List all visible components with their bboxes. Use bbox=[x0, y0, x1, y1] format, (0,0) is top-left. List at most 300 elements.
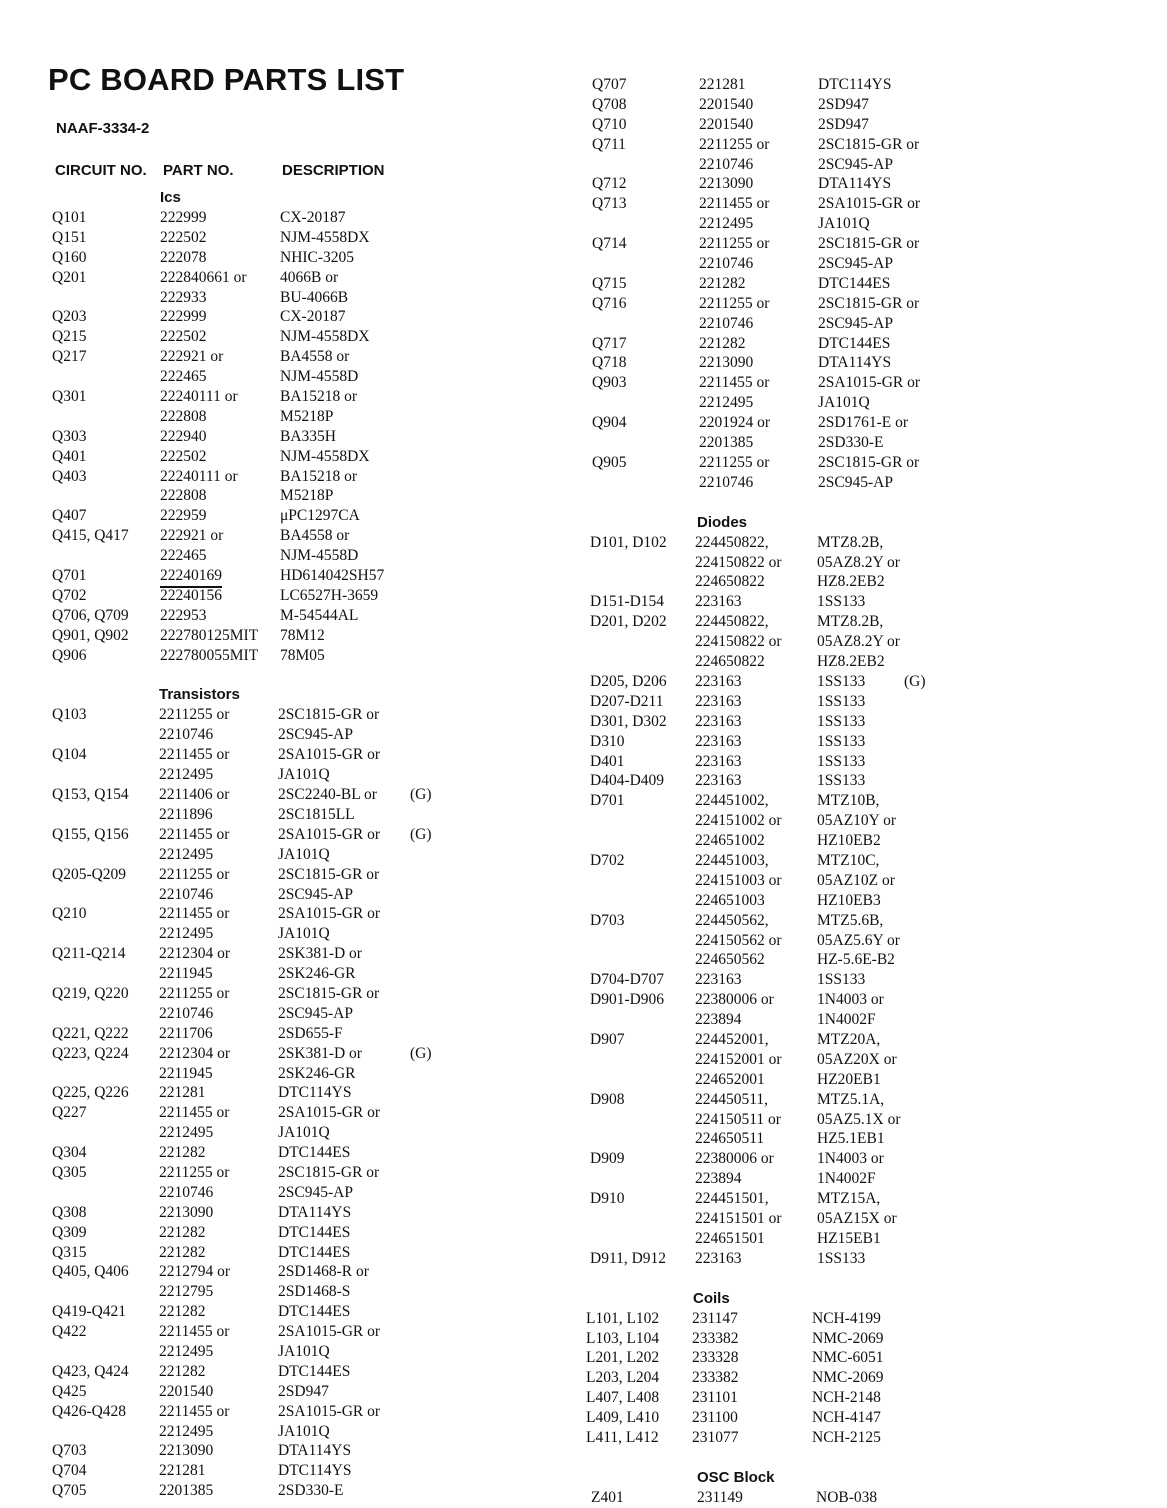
parts-row bbox=[588, 353, 1028, 373]
circuit-no: Q308 bbox=[52, 1203, 87, 1221]
circuit-no: Q151 bbox=[52, 228, 87, 246]
part-no: 222465 bbox=[160, 368, 207, 386]
description: 2SA1015-GR or bbox=[278, 825, 381, 843]
section-osc-block bbox=[588, 1468, 1028, 1508]
part-no: 2212794 or bbox=[159, 1263, 231, 1281]
parts-row bbox=[588, 931, 1028, 951]
part-no: 223894 bbox=[695, 1011, 742, 1029]
parts-row bbox=[52, 1422, 492, 1442]
parts-row bbox=[52, 248, 492, 268]
part-no: 223163 bbox=[695, 772, 742, 790]
part-no: 222840661 or bbox=[160, 268, 247, 286]
circuit-no: D909 bbox=[590, 1150, 625, 1168]
parts-row bbox=[52, 1243, 492, 1263]
circuit-no: Q153, Q154 bbox=[52, 786, 129, 804]
parts-row bbox=[588, 752, 1028, 772]
circuit-no: Q419-Q421 bbox=[52, 1303, 127, 1321]
description: 2SD330-E bbox=[278, 1482, 344, 1500]
description: 1SS133 bbox=[817, 672, 866, 690]
parts-row bbox=[588, 75, 1028, 95]
section-title-coils: Coils bbox=[693, 1289, 730, 1307]
part-no: 224450822, bbox=[695, 613, 769, 631]
parts-row bbox=[52, 904, 492, 924]
part-no: 224150822 or bbox=[695, 633, 782, 651]
description: 2SC1815LL bbox=[278, 805, 355, 823]
parts-row bbox=[52, 1461, 492, 1481]
section-transistors-continued bbox=[588, 75, 1028, 493]
part-no: 22240156 bbox=[160, 586, 222, 604]
part-no: 2212304 or bbox=[159, 1044, 231, 1062]
circuit-no: D205, D206 bbox=[590, 672, 667, 690]
description: 2SA1015-GR or bbox=[278, 905, 381, 923]
part-no: 2213090 bbox=[159, 1203, 214, 1221]
description: 1SS133 bbox=[817, 1249, 866, 1267]
description: 1N4002F bbox=[817, 1011, 876, 1029]
part-no: 2212495 bbox=[159, 1422, 214, 1440]
description: 2SD1468-S bbox=[278, 1283, 351, 1301]
parts-row bbox=[52, 288, 492, 308]
circuit-no: Q205-Q209 bbox=[52, 865, 127, 883]
part-no: 2201540 bbox=[159, 1382, 214, 1400]
parts-row bbox=[52, 586, 492, 606]
circuit-no: Q215 bbox=[52, 328, 87, 346]
description: 05AZ5.1X or bbox=[817, 1110, 901, 1128]
parts-row bbox=[52, 1262, 492, 1282]
part-no: 223163 bbox=[695, 692, 742, 710]
part-no: 224450511, bbox=[695, 1090, 769, 1108]
description: 1N4003 or bbox=[817, 1150, 884, 1168]
parts-row bbox=[52, 208, 492, 228]
description: BU-4066B bbox=[280, 288, 349, 306]
part-no: 2211455 or bbox=[699, 374, 770, 392]
section-title-diodes: Diodes bbox=[697, 513, 748, 531]
part-no: 222921 or bbox=[160, 348, 224, 366]
part-no: 221282 bbox=[159, 1223, 206, 1241]
parts-row bbox=[52, 845, 492, 865]
parts-row bbox=[588, 433, 1028, 453]
description: 2SA1015-GR or bbox=[278, 746, 381, 764]
header-description: DESCRIPTION bbox=[282, 162, 385, 179]
parts-row bbox=[52, 805, 492, 825]
circuit-no: Q901, Q902 bbox=[52, 626, 129, 644]
circuit-no: Q702 bbox=[52, 586, 87, 604]
description: NJM-4558D bbox=[280, 547, 359, 565]
circuit-no: Q211-Q214 bbox=[52, 945, 126, 963]
circuit-no: Q315 bbox=[52, 1243, 87, 1261]
description: 2SC945-AP bbox=[818, 314, 893, 332]
parts-row bbox=[588, 194, 1028, 214]
description: BA335H bbox=[280, 427, 336, 445]
section-ics bbox=[52, 188, 492, 665]
description: MTZ8.2B, bbox=[817, 533, 884, 551]
part-no: 224650822 bbox=[695, 573, 765, 591]
description: MTZ20A, bbox=[817, 1030, 881, 1048]
parts-row bbox=[588, 214, 1028, 234]
part-no: 2212495 bbox=[159, 766, 214, 784]
part-no: 2201540 bbox=[699, 115, 754, 133]
circuit-no: Q717 bbox=[592, 334, 627, 352]
description: 1SS133 bbox=[817, 692, 866, 710]
description: M-54544AL bbox=[280, 606, 359, 624]
circuit-no: Q718 bbox=[592, 354, 627, 372]
description: M5218P bbox=[280, 407, 334, 425]
part-no: 2211455 or bbox=[159, 1323, 230, 1341]
circuit-no: Q301 bbox=[52, 388, 87, 406]
parts-row bbox=[588, 990, 1028, 1010]
parts-row bbox=[588, 811, 1028, 831]
part-no: 2210746 bbox=[699, 473, 754, 491]
description: BA15218 or bbox=[280, 467, 358, 485]
model-number: NAAF-3334-2 bbox=[56, 120, 150, 137]
description: 2SC1815-GR or bbox=[818, 294, 920, 312]
part-no: 2211455 or bbox=[699, 195, 770, 213]
parts-row bbox=[588, 1189, 1028, 1209]
note: (G) bbox=[410, 1044, 432, 1062]
description: NCH-2148 bbox=[812, 1389, 881, 1407]
description: 2SD947 bbox=[818, 115, 869, 133]
parts-row bbox=[52, 785, 492, 805]
note: (G) bbox=[410, 786, 432, 804]
description: HZ8.2EB2 bbox=[817, 573, 885, 591]
circuit-no: D908 bbox=[590, 1090, 625, 1108]
description: DTC144ES bbox=[278, 1243, 351, 1261]
parts-row bbox=[52, 486, 492, 506]
part-no: 2201540 bbox=[699, 95, 754, 113]
circuit-no: D401 bbox=[590, 752, 625, 770]
parts-row bbox=[52, 447, 492, 467]
parts-row bbox=[52, 268, 492, 288]
parts-row bbox=[588, 1030, 1028, 1050]
parts-row bbox=[52, 984, 492, 1004]
circuit-no: L411, L412 bbox=[586, 1429, 659, 1446]
circuit-no: Q401 bbox=[52, 447, 87, 465]
parts-row bbox=[52, 1382, 492, 1402]
circuit-no: Q407 bbox=[52, 507, 87, 525]
part-no: 2211706 bbox=[159, 1024, 213, 1042]
parts-row bbox=[588, 115, 1028, 135]
parts-row bbox=[588, 1090, 1028, 1110]
part-no: 221282 bbox=[159, 1144, 206, 1162]
parts-row bbox=[52, 1203, 492, 1223]
description: 2SA1015-GR or bbox=[818, 374, 921, 392]
parts-row bbox=[588, 1348, 1028, 1368]
part-no: 221282 bbox=[159, 1243, 206, 1261]
part-no: 224451003, bbox=[695, 851, 769, 869]
circuit-no: Q715 bbox=[592, 274, 627, 292]
parts-row bbox=[52, 566, 492, 586]
circuit-no: Q423, Q424 bbox=[52, 1362, 129, 1380]
description: 05AZ15X or bbox=[817, 1209, 897, 1227]
circuit-no: D151-D154 bbox=[590, 593, 665, 611]
section-coils bbox=[588, 1289, 1028, 1448]
part-no: 224450822, bbox=[695, 533, 769, 551]
part-no: 2211255 or bbox=[159, 984, 230, 1002]
parts-row bbox=[52, 944, 492, 964]
circuit-no: Q713 bbox=[592, 195, 627, 213]
parts-row bbox=[52, 1322, 492, 1342]
circuit-no: D201, D202 bbox=[590, 613, 667, 631]
left-column bbox=[52, 188, 492, 1501]
parts-row bbox=[588, 970, 1028, 990]
description: 78M05 bbox=[280, 646, 325, 664]
description: 05AZ5.6Y or bbox=[817, 931, 900, 949]
description: 2SC1815-GR or bbox=[278, 865, 380, 883]
part-no: 222808 bbox=[160, 487, 207, 505]
part-no: 2213090 bbox=[159, 1442, 214, 1460]
parts-row bbox=[52, 1342, 492, 1362]
circuit-no: Q210 bbox=[52, 905, 87, 923]
parts-row bbox=[52, 467, 492, 487]
parts-row bbox=[588, 632, 1028, 652]
circuit-no: D901-D906 bbox=[590, 991, 665, 1009]
circuit-no: Q703 bbox=[52, 1442, 87, 1460]
part-no: 221281 bbox=[159, 1084, 206, 1102]
part-no: 233328 bbox=[692, 1349, 739, 1367]
part-no: 2211945 bbox=[159, 1064, 213, 1082]
description: 2SK381-D or bbox=[278, 1044, 362, 1062]
circuit-no: D404-D409 bbox=[590, 772, 665, 790]
header-circuit-no: CIRCUIT NO. bbox=[55, 162, 147, 179]
parts-row bbox=[52, 964, 492, 984]
description: 2SC945-AP bbox=[818, 155, 893, 173]
description: HZ20EB1 bbox=[817, 1070, 881, 1088]
description: NCH-4147 bbox=[812, 1409, 881, 1427]
description: BA4558 or bbox=[280, 527, 350, 545]
description: DTA114YS bbox=[278, 1203, 352, 1221]
description: NJM-4558DX bbox=[280, 228, 370, 246]
circuit-no: Q303 bbox=[52, 427, 87, 445]
description: 2SC1815-GR or bbox=[278, 984, 380, 1002]
circuit-no: L101, L102 bbox=[586, 1309, 660, 1327]
description: HZ15EB1 bbox=[817, 1229, 881, 1247]
parts-row bbox=[588, 652, 1028, 672]
part-no: 231101 bbox=[692, 1389, 738, 1407]
parts-row bbox=[588, 791, 1028, 811]
parts-row bbox=[588, 1229, 1028, 1249]
circuit-no: Q701 bbox=[52, 567, 87, 585]
description: NMC-2069 bbox=[812, 1369, 884, 1387]
part-no: 223894 bbox=[695, 1170, 742, 1188]
section-title-osc-block: OSC Block bbox=[697, 1468, 775, 1486]
description: JA101Q bbox=[278, 845, 330, 863]
circuit-no: Q304 bbox=[52, 1144, 87, 1162]
part-no: 224650511 bbox=[695, 1130, 765, 1148]
part-no: 224150511 or bbox=[695, 1110, 781, 1128]
circuit-no: D207-D211 bbox=[590, 692, 664, 710]
part-no: 223163 bbox=[695, 672, 742, 690]
circuit-no: Q217 bbox=[52, 348, 87, 366]
parts-row bbox=[588, 155, 1028, 175]
description: NCH-4199 bbox=[812, 1309, 881, 1327]
parts-row bbox=[588, 453, 1028, 473]
part-no: 224151501 or bbox=[695, 1209, 782, 1227]
description: LC6527H-3659 bbox=[280, 586, 379, 604]
circuit-no: Q711 bbox=[592, 135, 626, 153]
circuit-no: Q225, Q226 bbox=[52, 1084, 129, 1102]
description: JA101Q bbox=[278, 1342, 330, 1360]
description: MTZ5.6B, bbox=[817, 911, 884, 929]
circuit-no: Q714 bbox=[592, 235, 627, 253]
description: 78M12 bbox=[280, 626, 325, 644]
parts-row bbox=[52, 825, 492, 845]
parts-row bbox=[588, 553, 1028, 573]
circuit-no: D310 bbox=[590, 732, 625, 750]
description: 4066B or bbox=[280, 268, 339, 286]
parts-row bbox=[52, 367, 492, 387]
parts-row bbox=[588, 612, 1028, 632]
description: 1SS133 bbox=[817, 712, 866, 730]
description: MTZ5.1A, bbox=[817, 1090, 885, 1108]
circuit-no: Q704 bbox=[52, 1462, 87, 1480]
part-no: 2210746 bbox=[699, 314, 754, 332]
part-no: 222808 bbox=[160, 407, 207, 425]
part-no: 22240111 or bbox=[160, 467, 238, 485]
parts-row bbox=[588, 1388, 1028, 1408]
parts-row bbox=[52, 1004, 492, 1024]
parts-row bbox=[52, 506, 492, 526]
parts-row bbox=[588, 413, 1028, 433]
parts-row bbox=[588, 1428, 1028, 1448]
part-no: 2211255 or bbox=[159, 706, 230, 724]
parts-row bbox=[588, 1329, 1028, 1349]
circuit-no: Q221, Q222 bbox=[52, 1024, 129, 1042]
parts-row bbox=[588, 1010, 1028, 1030]
parts-row bbox=[588, 1149, 1028, 1169]
part-no: 231077 bbox=[692, 1429, 739, 1446]
part-no: 221281 bbox=[699, 76, 746, 93]
part-no: 222959 bbox=[160, 507, 207, 525]
circuit-no: Q305 bbox=[52, 1163, 87, 1181]
description: NJM-4558DX bbox=[280, 447, 370, 465]
part-no: 2210746 bbox=[159, 1183, 214, 1201]
parts-row bbox=[588, 851, 1028, 871]
circuit-no: D703 bbox=[590, 911, 625, 929]
parts-row bbox=[588, 692, 1028, 712]
parts-row bbox=[52, 1064, 492, 1084]
parts-row bbox=[588, 314, 1028, 334]
parts-row bbox=[52, 307, 492, 327]
part-no: 2201385 bbox=[159, 1482, 214, 1500]
description: 2SC1815-GR or bbox=[818, 235, 920, 253]
circuit-no: L203, L204 bbox=[586, 1369, 660, 1387]
parts-row bbox=[588, 1249, 1028, 1269]
section-title-transistors: Transistors bbox=[159, 686, 240, 704]
part-no: 222078 bbox=[160, 248, 207, 266]
part-no: 224650822 bbox=[695, 653, 765, 671]
circuit-no: Q904 bbox=[592, 414, 627, 432]
parts-row bbox=[588, 950, 1028, 970]
part-no: 221282 bbox=[159, 1303, 206, 1321]
part-no: 223163 bbox=[695, 732, 742, 750]
parts-row bbox=[52, 327, 492, 347]
description: 1SS133 bbox=[817, 752, 866, 770]
circuit-no: Q101 bbox=[52, 209, 87, 226]
part-no: 2211455 or bbox=[159, 1402, 230, 1420]
description: DTC144ES bbox=[278, 1303, 351, 1321]
parts-row bbox=[588, 911, 1028, 931]
part-no: 224652001 bbox=[695, 1070, 765, 1088]
header-part-no: PART NO. bbox=[163, 162, 234, 179]
parts-row bbox=[588, 712, 1028, 732]
part-no: 222933 bbox=[160, 288, 207, 306]
description: DTA114YS bbox=[818, 175, 892, 193]
part-no: 221282 bbox=[699, 334, 746, 352]
part-no: 223163 bbox=[695, 971, 742, 989]
note: (G) bbox=[904, 672, 926, 690]
description: 2SD947 bbox=[818, 95, 869, 113]
parts-row bbox=[52, 705, 492, 725]
parts-row bbox=[588, 1110, 1028, 1130]
parts-row bbox=[588, 254, 1028, 274]
description: 05AZ8.2Y or bbox=[817, 633, 900, 651]
parts-row bbox=[588, 533, 1028, 553]
description: 2SC945-AP bbox=[278, 885, 353, 903]
note: (G) bbox=[410, 825, 432, 843]
parts-row bbox=[52, 1282, 492, 1302]
description: 2SA1015-GR or bbox=[278, 1323, 381, 1341]
parts-row bbox=[52, 1183, 492, 1203]
circuit-no: Q203 bbox=[52, 308, 87, 326]
part-no: 224651501 bbox=[695, 1229, 765, 1247]
parts-row bbox=[588, 1070, 1028, 1090]
part-no: 224451501, bbox=[695, 1190, 769, 1208]
circuit-no: Q425 bbox=[52, 1382, 87, 1400]
parts-row bbox=[588, 393, 1028, 413]
circuit-no: Q223, Q224 bbox=[52, 1044, 129, 1062]
description: DTC144ES bbox=[278, 1144, 351, 1162]
description: NCH-2125 bbox=[812, 1429, 881, 1446]
description: MTZ10B, bbox=[817, 792, 880, 810]
description: HD614042SH57 bbox=[280, 567, 385, 585]
circuit-no: Q415, Q417 bbox=[52, 527, 129, 545]
description: 2SC945-AP bbox=[818, 255, 893, 273]
description: DTC114YS bbox=[278, 1084, 352, 1102]
description: 2SA1015-GR or bbox=[818, 195, 921, 213]
parts-row bbox=[52, 1302, 492, 1322]
parts-row bbox=[52, 1402, 492, 1422]
part-no: 224151003 or bbox=[695, 871, 782, 889]
parts-row bbox=[588, 1129, 1028, 1149]
parts-row bbox=[588, 373, 1028, 393]
circuit-no: Q426-Q428 bbox=[52, 1402, 127, 1420]
circuit-no: D907 bbox=[590, 1030, 625, 1048]
part-no: 224450562, bbox=[695, 911, 769, 929]
part-no: 224651002 bbox=[695, 832, 765, 850]
part-no: 2210746 bbox=[699, 255, 754, 273]
part-no: 2211455 or bbox=[159, 1104, 230, 1122]
description: 2SC945-AP bbox=[818, 473, 893, 491]
description: NMC-6051 bbox=[812, 1349, 884, 1367]
circuit-no: Q405, Q406 bbox=[52, 1263, 129, 1281]
part-no: 222940 bbox=[160, 427, 207, 445]
description: μPC1297CA bbox=[280, 507, 360, 525]
part-no: 2211406 or bbox=[159, 786, 230, 804]
right-column bbox=[588, 75, 1028, 1508]
description: DTC144ES bbox=[818, 334, 891, 352]
parts-row bbox=[588, 1050, 1028, 1070]
part-no: 231147 bbox=[692, 1309, 738, 1327]
description: 2SC945-AP bbox=[278, 1183, 353, 1201]
description: 2SD1761-E or bbox=[818, 414, 908, 432]
parts-row bbox=[52, 1362, 492, 1382]
circuit-no: Q403 bbox=[52, 467, 87, 485]
parts-row bbox=[52, 1481, 492, 1501]
parts-row bbox=[588, 1309, 1028, 1329]
part-no: 2211255 or bbox=[699, 235, 770, 253]
description: JA101Q bbox=[278, 925, 330, 943]
description: 2SA1015-GR or bbox=[278, 1104, 381, 1122]
parts-row bbox=[52, 1103, 492, 1123]
